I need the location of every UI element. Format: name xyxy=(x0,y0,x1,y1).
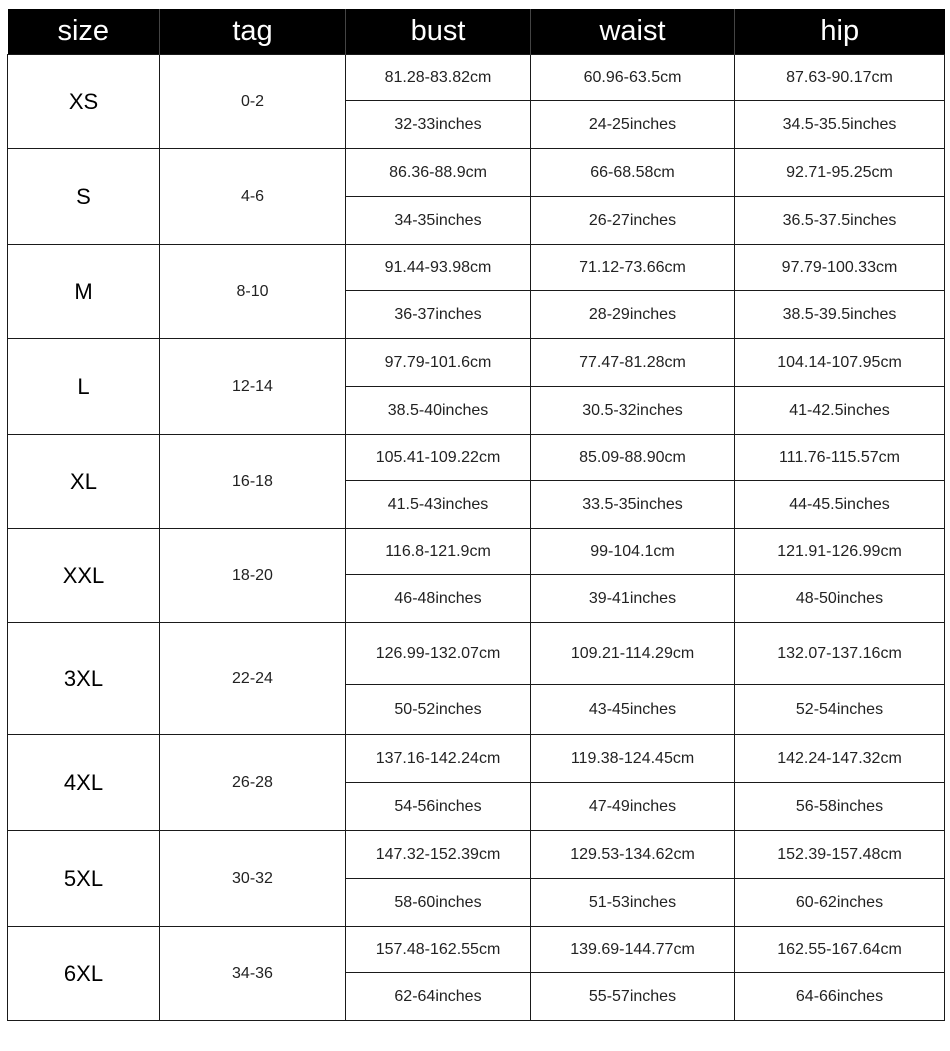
hip-cm-cell: 87.63-90.17cm xyxy=(735,55,945,101)
bust-inches-cell: 46-48inches xyxy=(346,575,531,623)
table-row-cm xyxy=(8,149,945,197)
waist-inches-cell: 39-41inches xyxy=(531,575,735,623)
hip-inches-cell: 41-42.5inches xyxy=(735,387,945,435)
waist-cm-cell: 85.09-88.90cm xyxy=(531,435,735,481)
waist-inches-cell: 43-45inches xyxy=(531,685,735,735)
size-cell: M xyxy=(8,245,160,339)
hip-inches-cell: 36.5-37.5inches xyxy=(735,197,945,245)
bust-cm-cell: 97.79-101.6cm xyxy=(346,339,531,387)
waist-cm-cell: 109.21-114.29cm xyxy=(531,623,735,685)
table-row-cm xyxy=(8,623,945,685)
size-cell: XS xyxy=(8,55,160,149)
table-row-cm xyxy=(8,529,945,575)
hip-inches-cell: 34.5-35.5inches xyxy=(735,101,945,149)
size-chart-table xyxy=(7,9,945,1021)
waist-inches-cell: 30.5-32inches xyxy=(531,387,735,435)
size-cell: 5XL xyxy=(8,831,160,927)
waist-inches-cell: 26-27inches xyxy=(531,197,735,245)
waist-cm-cell: 71.12-73.66cm xyxy=(531,245,735,291)
header-hip: hip xyxy=(735,9,945,55)
hip-cm-cell: 152.39-157.48cm xyxy=(735,831,945,879)
hip-inches-cell: 60-62inches xyxy=(735,879,945,927)
hip-cm-cell: 92.71-95.25cm xyxy=(735,149,945,197)
bust-inches-cell: 50-52inches xyxy=(346,685,531,735)
size-cell: 4XL xyxy=(8,735,160,831)
hip-cm-cell: 132.07-137.16cm xyxy=(735,623,945,685)
waist-cm-cell: 77.47-81.28cm xyxy=(531,339,735,387)
waist-cm-cell: 66-68.58cm xyxy=(531,149,735,197)
table-row-cm xyxy=(8,245,945,291)
table-row-cm xyxy=(8,831,945,879)
waist-inches-cell: 28-29inches xyxy=(531,291,735,339)
bust-inches-cell: 62-64inches xyxy=(346,973,531,1021)
table-row-cm xyxy=(8,339,945,387)
hip-cm-cell: 142.24-147.32cm xyxy=(735,735,945,783)
table-row-cm xyxy=(8,735,945,783)
bust-cm-cell: 86.36-88.9cm xyxy=(346,149,531,197)
header-tag: tag xyxy=(160,9,346,55)
hip-cm-cell: 97.79-100.33cm xyxy=(735,245,945,291)
bust-inches-cell: 34-35inches xyxy=(346,197,531,245)
hip-inches-cell: 64-66inches xyxy=(735,973,945,1021)
waist-cm-cell: 99-104.1cm xyxy=(531,529,735,575)
waist-inches-cell: 33.5-35inches xyxy=(531,481,735,529)
bust-cm-cell: 105.41-109.22cm xyxy=(346,435,531,481)
hip-inches-cell: 38.5-39.5inches xyxy=(735,291,945,339)
waist-cm-cell: 129.53-134.62cm xyxy=(531,831,735,879)
hip-inches-cell: 44-45.5inches xyxy=(735,481,945,529)
hip-cm-cell: 111.76-115.57cm xyxy=(735,435,945,481)
bust-cm-cell: 91.44-93.98cm xyxy=(346,245,531,291)
table-body xyxy=(8,55,945,1021)
hip-inches-cell: 52-54inches xyxy=(735,685,945,735)
waist-cm-cell: 139.69-144.77cm xyxy=(531,927,735,973)
tag-cell: 12-14 xyxy=(160,339,346,435)
waist-inches-cell: 24-25inches xyxy=(531,101,735,149)
tag-cell: 4-6 xyxy=(160,149,346,245)
bust-cm-cell: 116.8-121.9cm xyxy=(346,529,531,575)
bust-inches-cell: 38.5-40inches xyxy=(346,387,531,435)
tag-cell: 18-20 xyxy=(160,529,346,623)
bust-inches-cell: 36-37inches xyxy=(346,291,531,339)
bust-inches-cell: 54-56inches xyxy=(346,783,531,831)
tag-cell: 0-2 xyxy=(160,55,346,149)
size-cell: 6XL xyxy=(8,927,160,1021)
tag-cell: 16-18 xyxy=(160,435,346,529)
hip-cm-cell: 121.91-126.99cm xyxy=(735,529,945,575)
tag-cell: 30-32 xyxy=(160,831,346,927)
size-cell: L xyxy=(8,339,160,435)
bust-cm-cell: 137.16-142.24cm xyxy=(346,735,531,783)
size-cell: XXL xyxy=(8,529,160,623)
waist-cm-cell: 60.96-63.5cm xyxy=(531,55,735,101)
hip-cm-cell: 104.14-107.95cm xyxy=(735,339,945,387)
bust-cm-cell: 126.99-132.07cm xyxy=(346,623,531,685)
header-row xyxy=(8,9,945,55)
size-cell: S xyxy=(8,149,160,245)
size-cell: 3XL xyxy=(8,623,160,735)
table-row-cm xyxy=(8,435,945,481)
waist-inches-cell: 51-53inches xyxy=(531,879,735,927)
header-size: size xyxy=(8,9,160,55)
tag-cell: 34-36 xyxy=(160,927,346,1021)
size-cell: XL xyxy=(8,435,160,529)
tag-cell: 22-24 xyxy=(160,623,346,735)
waist-inches-cell: 55-57inches xyxy=(531,973,735,1021)
bust-cm-cell: 147.32-152.39cm xyxy=(346,831,531,879)
table-row-cm xyxy=(8,55,945,101)
table-header xyxy=(8,9,945,55)
bust-inches-cell: 58-60inches xyxy=(346,879,531,927)
bust-cm-cell: 81.28-83.82cm xyxy=(346,55,531,101)
header-bust: bust xyxy=(346,9,531,55)
bust-cm-cell: 157.48-162.55cm xyxy=(346,927,531,973)
bust-inches-cell: 32-33inches xyxy=(346,101,531,149)
hip-inches-cell: 48-50inches xyxy=(735,575,945,623)
hip-inches-cell: 56-58inches xyxy=(735,783,945,831)
waist-inches-cell: 47-49inches xyxy=(531,783,735,831)
hip-cm-cell: 162.55-167.64cm xyxy=(735,927,945,973)
tag-cell: 26-28 xyxy=(160,735,346,831)
header-waist: waist xyxy=(531,9,735,55)
bust-inches-cell: 41.5-43inches xyxy=(346,481,531,529)
tag-cell: 8-10 xyxy=(160,245,346,339)
waist-cm-cell: 119.38-124.45cm xyxy=(531,735,735,783)
table-row-cm xyxy=(8,927,945,973)
